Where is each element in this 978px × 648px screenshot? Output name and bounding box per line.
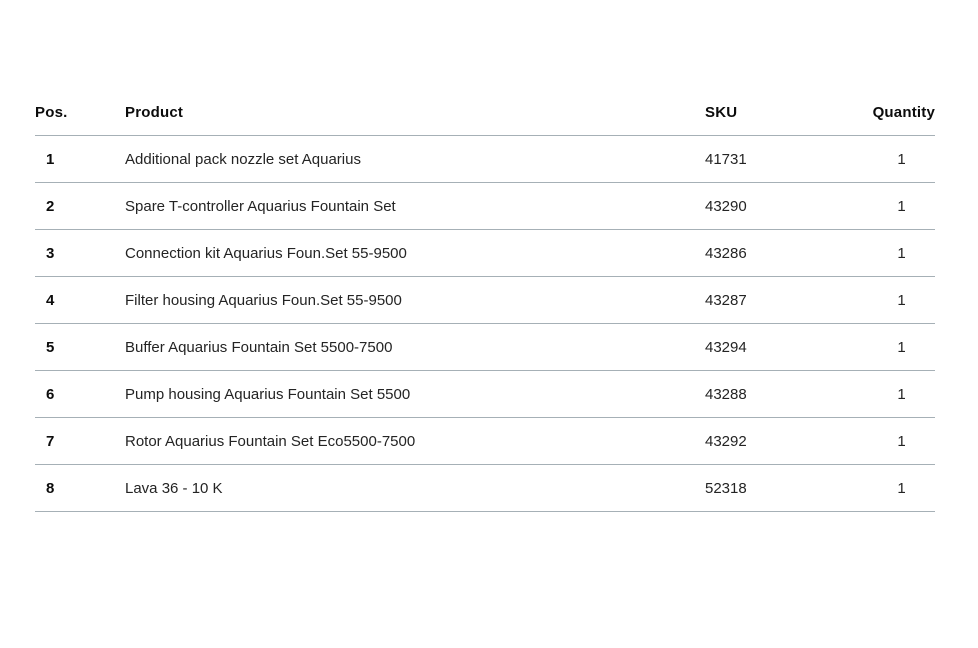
table-row <box>35 465 935 512</box>
cell-product: Buffer Aquarius Fountain Set 5500-7500 <box>125 338 393 356</box>
cell-sku: 43290 <box>705 197 747 215</box>
table-row <box>35 277 935 324</box>
cell-quantity: 1 <box>897 479 906 497</box>
cell-quantity: 1 <box>897 432 906 450</box>
cell-pos: 3 <box>46 244 55 262</box>
cell-product: Spare T-controller Aquarius Fountain Set <box>125 197 396 215</box>
cell-sku: 41731 <box>705 150 747 168</box>
table-header-row <box>35 90 935 136</box>
table-row <box>35 324 935 371</box>
cell-sku: 43294 <box>705 338 747 356</box>
cell-pos: 4 <box>46 291 55 309</box>
cell-quantity: 1 <box>897 385 906 403</box>
cell-product: Lava 36 - 10 K <box>125 479 223 497</box>
table-header <box>35 90 935 136</box>
table-row <box>35 418 935 465</box>
cell-quantity: 1 <box>897 197 906 215</box>
cell-product: Connection kit Aquarius Foun.Set 55-9500 <box>125 244 407 262</box>
column-header-sku: SKU <box>705 104 738 121</box>
cell-product: Additional pack nozzle set Aquarius <box>125 150 361 168</box>
cell-quantity: 1 <box>897 150 906 168</box>
cell-pos: 7 <box>46 432 55 450</box>
cell-pos: 6 <box>46 385 55 403</box>
cell-product: Rotor Aquarius Fountain Set Eco5500-7500 <box>125 432 416 450</box>
cell-sku: 43286 <box>705 244 747 262</box>
cell-pos: 8 <box>46 479 55 497</box>
cell-product: Filter housing Aquarius Foun.Set 55-9500 <box>125 291 402 309</box>
cell-sku: 43288 <box>705 385 747 403</box>
cell-quantity: 1 <box>897 244 906 262</box>
cell-pos: 2 <box>46 197 55 215</box>
cell-pos: 1 <box>46 150 55 168</box>
spare-parts-table <box>35 90 935 512</box>
cell-pos: 5 <box>46 338 55 356</box>
table-row <box>35 183 935 230</box>
spare-parts-table-section <box>35 90 935 512</box>
cell-quantity: 1 <box>897 338 906 356</box>
cell-quantity: 1 <box>897 291 906 309</box>
table-row <box>35 230 935 277</box>
table-row <box>35 371 935 418</box>
cell-product: Pump housing Aquarius Fountain Set 5500 <box>125 385 411 403</box>
cell-sku: 43292 <box>705 432 747 450</box>
column-header-product: Product <box>125 104 184 121</box>
table-row <box>35 136 935 183</box>
column-header-quantity: Quantity <box>872 104 935 121</box>
cell-sku: 52318 <box>705 479 747 497</box>
column-header-pos: Pos. <box>35 104 68 121</box>
table-body <box>35 136 935 512</box>
cell-sku: 43287 <box>705 291 747 309</box>
